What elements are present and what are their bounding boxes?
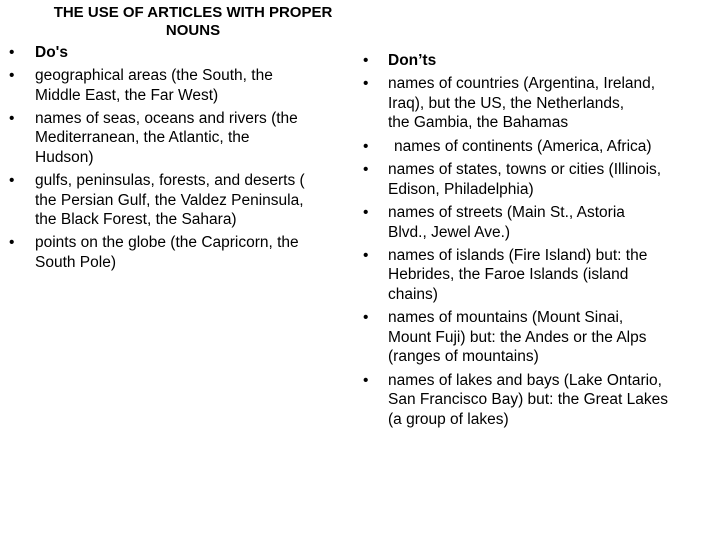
dos-heading-item: [8, 43, 354, 63]
list-item: [362, 246, 718, 305]
dos-heading: Do's: [35, 44, 68, 61]
bullet: •: [363, 137, 369, 155]
list-item: [362, 371, 718, 430]
list-item-text: names of countries (Argentina, Ireland, Iraq), but the US, the Netherlands, the Gambia, the Bahamas: [388, 75, 656, 132]
bullet: •: [363, 161, 369, 179]
list-item-text: names of lakes and bays (Lake Ontario, San Francisco Bay) but: the Great Lakes (a group of lakes): [388, 371, 668, 428]
list-item: [8, 109, 354, 168]
page-title: THE USE OF ARTICLES WITH PROPER NOUNS: [53, 4, 333, 39]
bullet: •: [363, 371, 369, 389]
donts-heading: Don’ts: [388, 52, 437, 69]
list-item: [362, 160, 718, 199]
dos-column: [8, 43, 354, 276]
list-item: [362, 203, 718, 242]
bullet: •: [363, 309, 369, 327]
list-item-text: names of seas, oceans and rivers (the Mediterranean, the Atlantic, the Hudson): [35, 109, 298, 166]
list-item-text: names of streets (Main St., Astoria Blvd., Jewel Ave.): [388, 204, 625, 241]
bullet: •: [363, 52, 369, 69]
list-item-text: names of continents (America, Africa): [394, 137, 652, 155]
donts-heading-item: [362, 51, 718, 71]
list-item: [362, 74, 718, 133]
list-item-text: gulfs, peninsulas, forests, and deserts ( the Persian Gulf, the Valdez Peninsula, the Black Forest, the Sahara): [35, 172, 305, 229]
list-item-text: names of islands (Fire Island) but: the Hebrides, the Faroe Islands (island chains): [388, 246, 648, 303]
bullet: •: [363, 75, 369, 93]
list-item-text: points on the globe (the Capricorn, the South Pole): [35, 234, 299, 271]
bullet: •: [9, 234, 15, 252]
bullet: •: [9, 67, 15, 85]
list-item: [8, 233, 354, 272]
list-item-text: names of states, towns or cities (Illinois, Edison, Philadelphia): [388, 161, 662, 198]
bullet: •: [9, 109, 15, 127]
bullet: •: [363, 246, 369, 264]
list-item: [362, 308, 718, 367]
bullet: •: [363, 204, 369, 222]
bullet: •: [9, 44, 15, 61]
bullet: •: [9, 172, 15, 190]
list-item: [362, 137, 718, 157]
list-item-text: names of mountains (Mount Sinai, Mount Fuji) but: the Andes or the Alps (ranges of mountains): [388, 309, 647, 366]
list-item-text: geographical areas (the South, the Middle East, the Far West): [35, 67, 273, 104]
donts-column: [362, 43, 718, 433]
list-item: [8, 66, 354, 105]
list-item: [8, 171, 354, 230]
